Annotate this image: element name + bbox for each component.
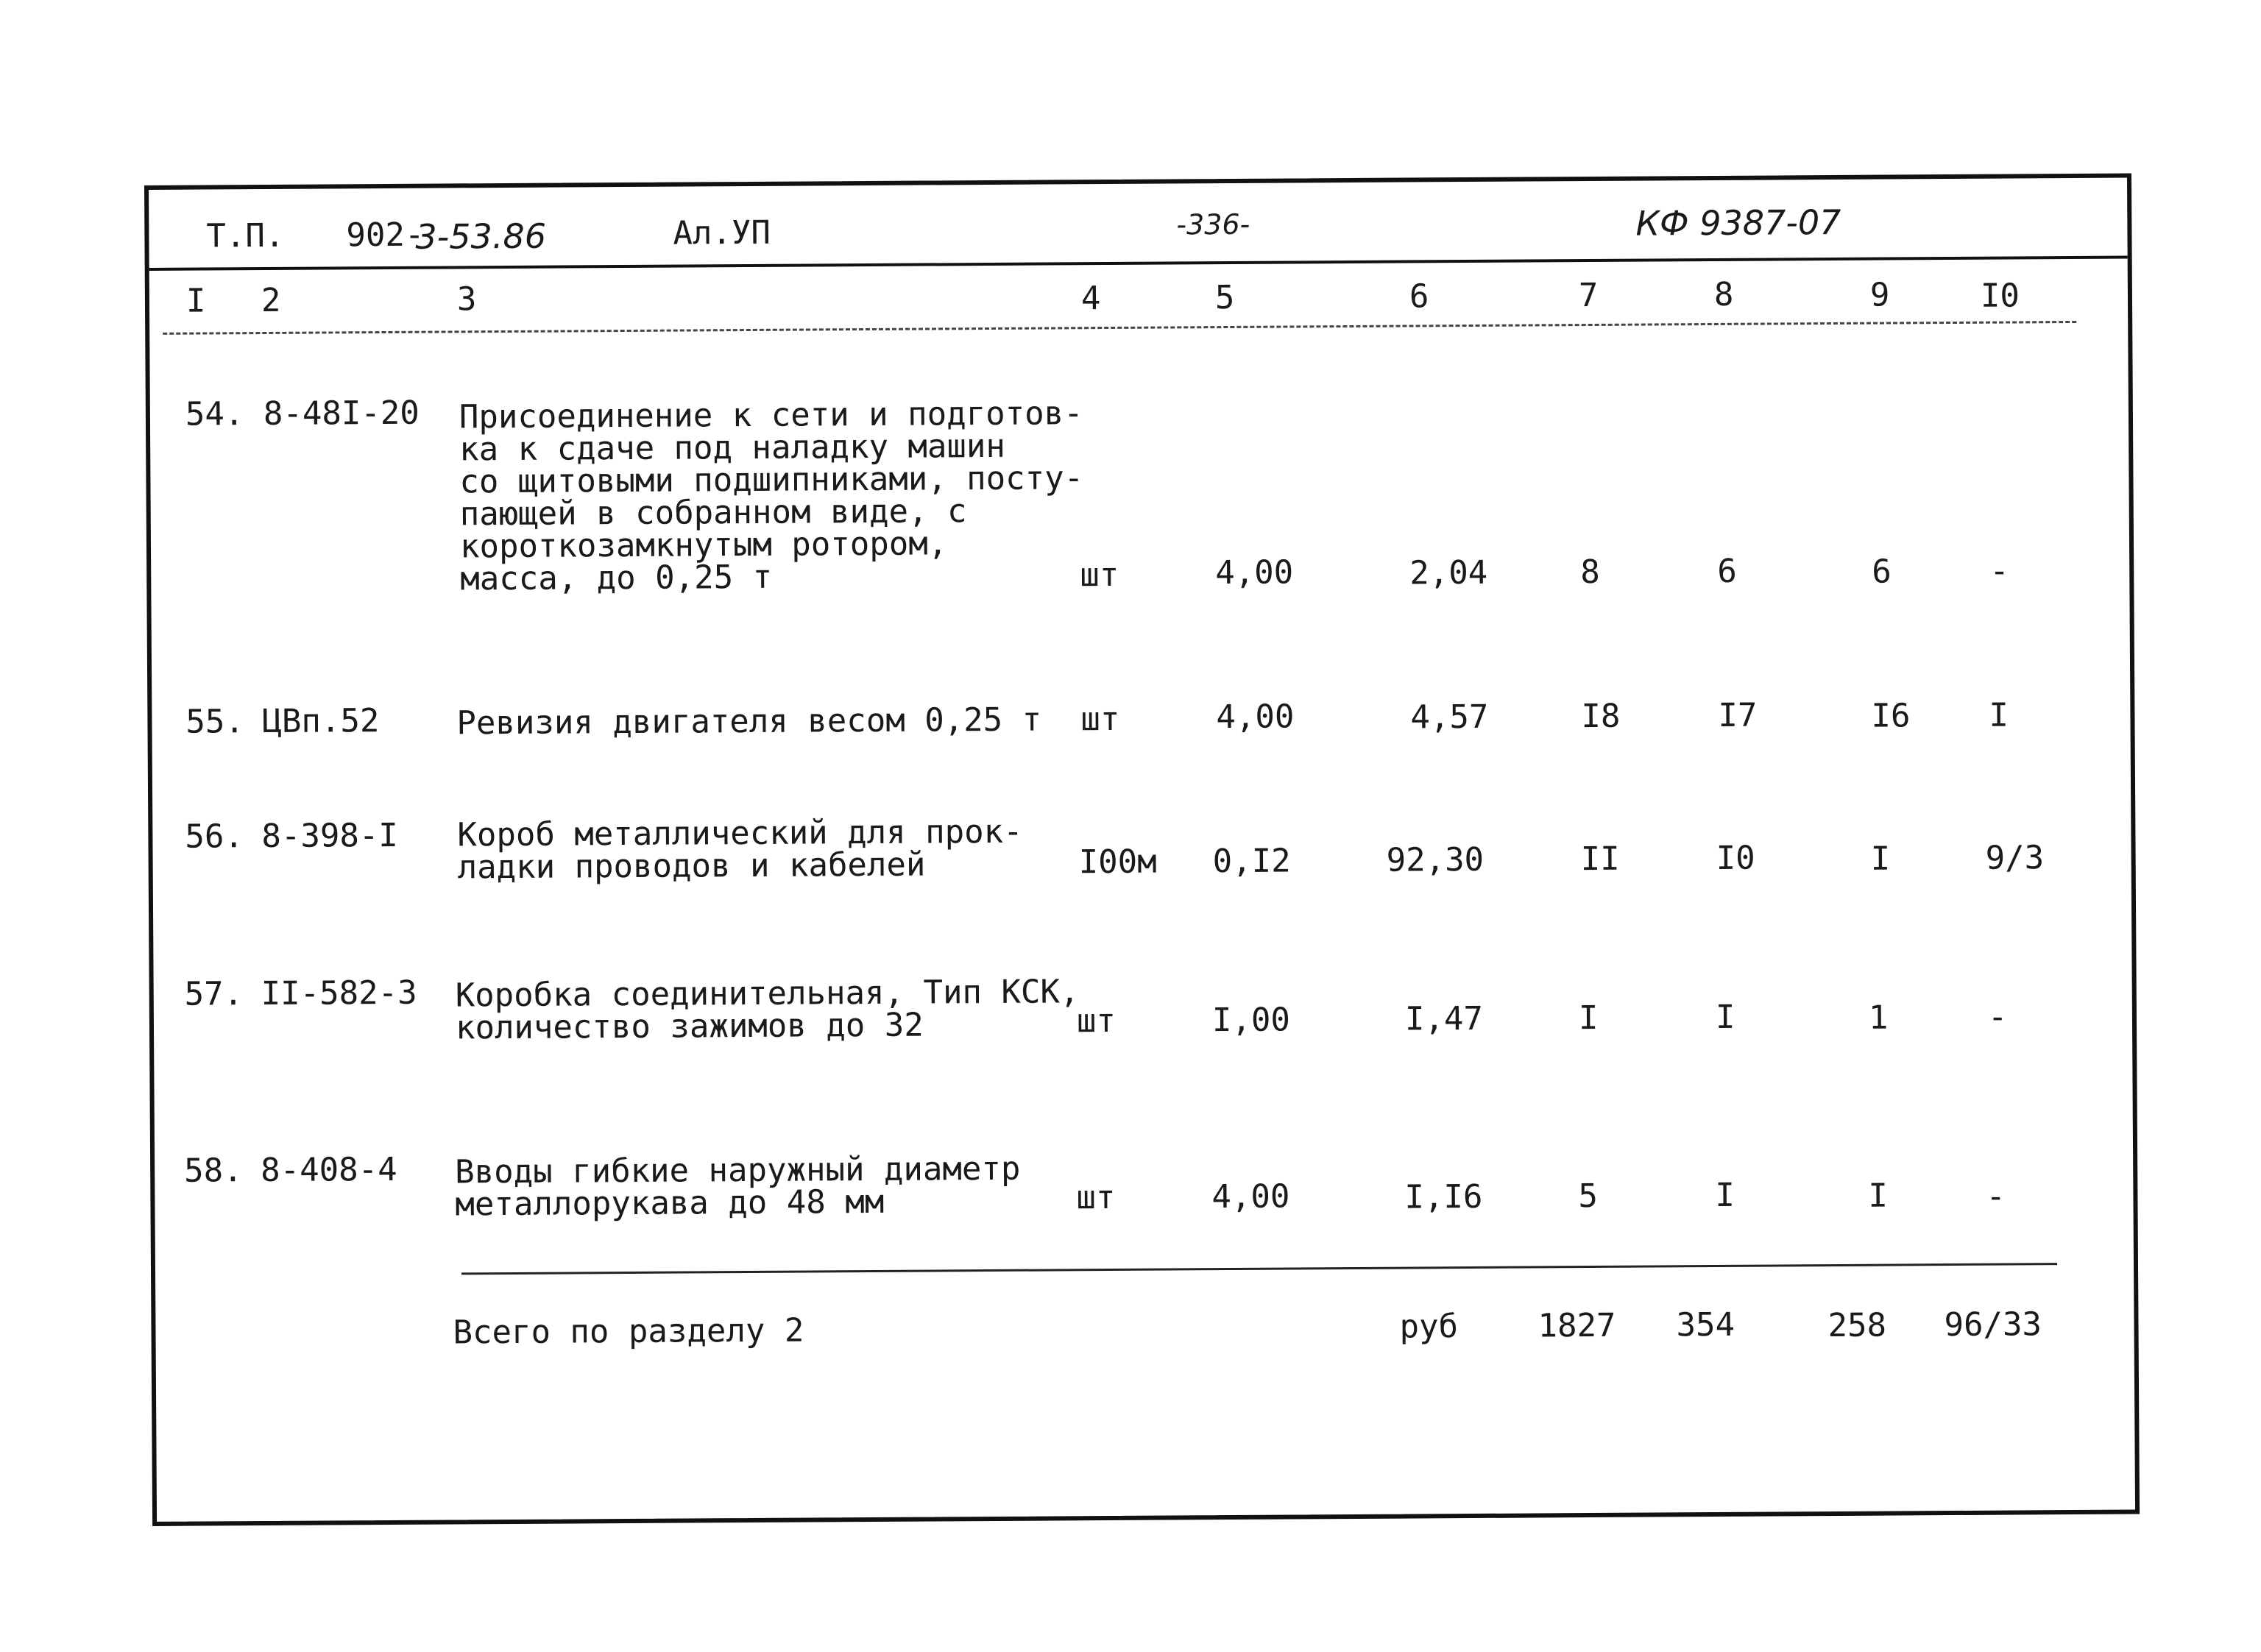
row-55-qty: 4,00: [1216, 698, 1295, 737]
col-header-2: 2: [261, 281, 281, 320]
col-header-5: 5: [1214, 278, 1235, 317]
row-58-col6: I,I6: [1404, 1177, 1483, 1216]
row-56-code: 8-398-I: [261, 816, 398, 856]
row-57-col10: -: [1987, 998, 2008, 1036]
col-header-7: 7: [1578, 276, 1599, 315]
total-label: Всего по разделу 2: [453, 1311, 804, 1352]
row-54-num: 54.: [185, 395, 244, 433]
row-58-col9: I: [1868, 1177, 1889, 1215]
row-55-code: ЦВп.52: [262, 702, 380, 741]
header-doc-code: КФ 9387-07: [1635, 202, 1841, 244]
row-57-unit: шт: [1076, 1002, 1117, 1041]
row-54-desc-line-3: со щитовыми подшипниками, посту-: [459, 459, 1084, 501]
row-56-col6: 92,30: [1386, 840, 1485, 879]
row-57-desc-line-2: количество зажимов до 32: [455, 1006, 924, 1047]
row-58-code: 8-408-4: [261, 1150, 397, 1190]
row-55-desc-line-1: Ревизия двигателя весом 0,25 т: [456, 701, 1042, 742]
row-57-col8: I: [1715, 998, 1735, 1036]
row-54-col9: 6: [1872, 553, 1892, 591]
row-57-desc-line-1: Коробка соединительная, Тип КСК,: [455, 973, 1080, 1015]
col-header-4: 4: [1080, 280, 1101, 318]
row-58-desc-line-1: Вводы гибкие наружный диаметр: [455, 1149, 1021, 1191]
total-rule: [461, 1263, 2057, 1275]
row-58-qty: 4,00: [1211, 1177, 1290, 1216]
row-57-col7: I: [1578, 999, 1599, 1038]
row-55-description: [456, 701, 1042, 742]
col-header-10: I0: [1980, 277, 2020, 315]
header-project-number: 3-53.86: [415, 216, 547, 257]
row-58-num: 58.: [184, 1152, 243, 1190]
total-unit: руб: [1399, 1308, 1459, 1346]
total-col8: 354: [1676, 1305, 1735, 1344]
row-56-col7: II: [1580, 840, 1620, 879]
row-54-code: 8-48I-20: [263, 394, 420, 433]
row-54-col6: 2,04: [1409, 553, 1488, 592]
row-58-col7: 5: [1578, 1177, 1599, 1216]
row-55-num: 55.: [185, 703, 245, 741]
row-57-description: [455, 973, 1080, 1047]
row-54-col7: 8: [1580, 553, 1600, 592]
column-header-rule: [163, 321, 2076, 335]
row-54-desc-line-2: ка к сдаче под наладку машин: [459, 427, 1006, 469]
row-55-col7: I8: [1581, 697, 1621, 736]
col-header-6: 6: [1409, 277, 1429, 316]
row-58-col8: I: [1715, 1176, 1735, 1214]
row-56-unit: I00м: [1078, 843, 1157, 882]
header-project-prefix: 902-: [346, 216, 425, 255]
row-54-desc-line-4: пающей в собранном виде, с: [459, 492, 967, 533]
row-57-num: 57.: [184, 975, 244, 1013]
row-55-unit: шт: [1080, 700, 1120, 739]
row-55-col10: I: [1989, 696, 2009, 734]
row-54-unit: шт: [1080, 556, 1119, 595]
row-58-col10: -: [1986, 1177, 2006, 1216]
row-57-code: II-582-3: [261, 974, 417, 1013]
total-col10: 96/33: [1944, 1305, 2042, 1344]
header-page-number: -336-: [1176, 208, 1250, 241]
col-header-3: 3: [456, 280, 477, 319]
row-56-col8: I0: [1716, 839, 1755, 877]
col-header-9: 9: [1869, 276, 1890, 314]
row-57-qty: I,00: [1211, 1001, 1291, 1040]
row-55-col6: 4,57: [1410, 698, 1489, 737]
row-57-col9: 1: [1868, 999, 1889, 1037]
row-57-col6: I,47: [1404, 999, 1484, 1038]
row-54-col10: -: [1989, 552, 2009, 590]
row-56-description: [457, 812, 1023, 887]
document-frame: [144, 174, 2140, 1526]
row-54-desc-line-5: короткозамкнутым ротором,: [459, 525, 948, 566]
row-58-desc-line-2: металлорукава до 48 мм: [455, 1183, 885, 1224]
row-54-desc-line-1: Присоединение к сети и подготов-: [459, 394, 1083, 436]
row-56-desc-line-1: Короб металлический для прок-: [457, 812, 1023, 854]
col-header-8: 8: [1713, 275, 1734, 313]
row-56-desc-line-2: ладки проводов и кабелей: [457, 846, 926, 887]
row-55-col9: I6: [1871, 697, 1911, 735]
row-58-description: [455, 1149, 1021, 1224]
total-col7: 1827: [1538, 1306, 1616, 1345]
total-col9: 258: [1827, 1306, 1887, 1345]
header-album: Ал.УП: [673, 213, 771, 252]
header-rule: [149, 256, 2128, 271]
row-54-desc-line-6: масса, до 0,25 т: [460, 558, 773, 598]
row-56-num: 56.: [185, 818, 244, 856]
row-58-unit: шт: [1076, 1178, 1116, 1217]
row-56-qty: 0,I2: [1212, 842, 1291, 881]
header-tp: Т.П.: [206, 216, 285, 255]
row-56-col10: 9/3: [1985, 839, 2045, 877]
row-54-col8: 6: [1717, 552, 1737, 590]
col-header-1: I: [185, 282, 206, 320]
row-54-qty: 4,00: [1215, 553, 1294, 592]
row-56-col9: I: [1870, 840, 1891, 878]
row-55-col8: I7: [1718, 696, 1758, 734]
row-54-description: [459, 394, 1084, 598]
